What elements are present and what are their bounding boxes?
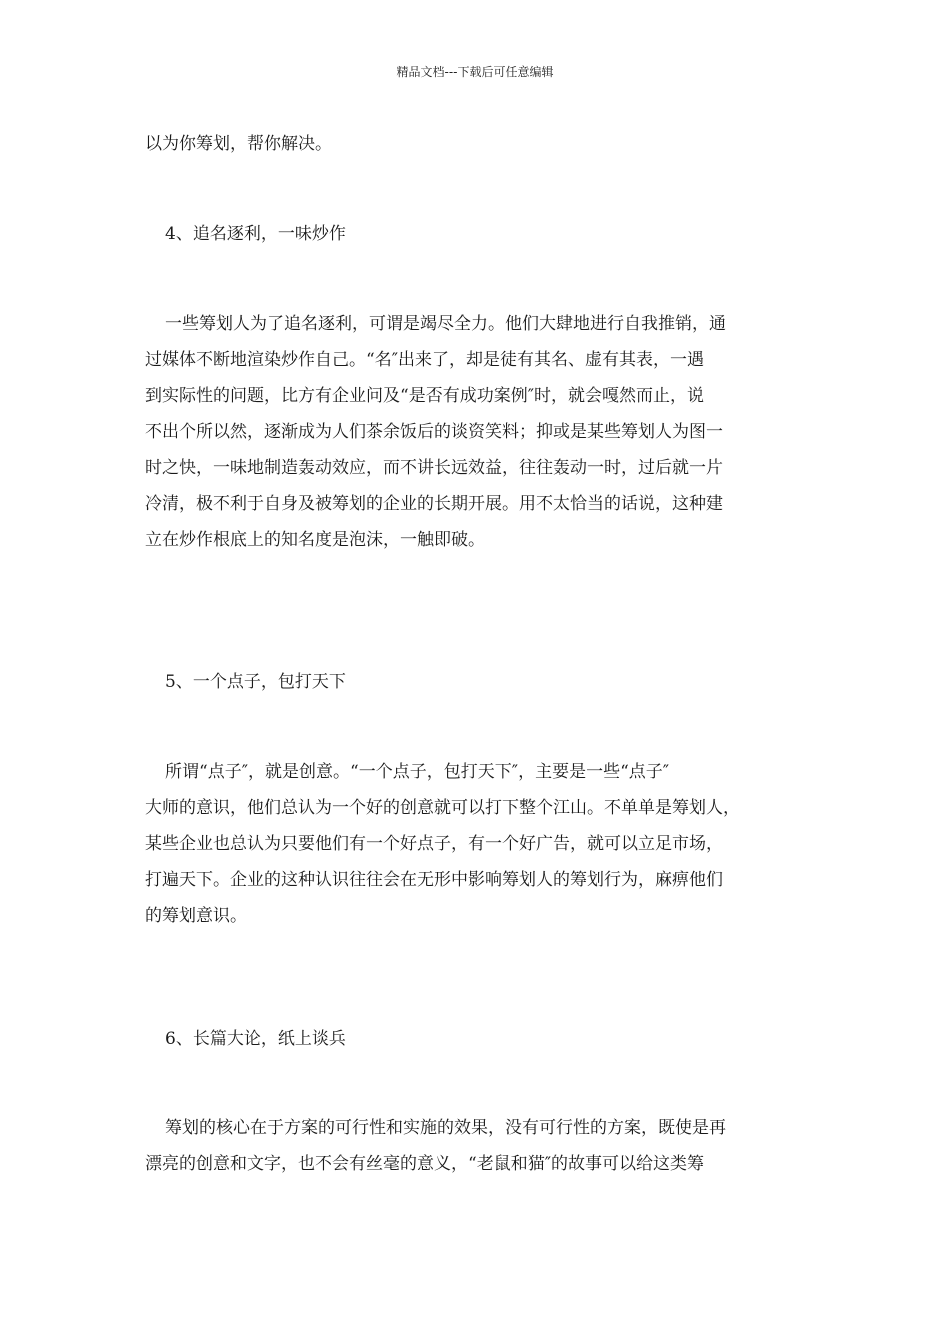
text-line: 的筹划意识。 (145, 906, 247, 926)
paragraph-continuation (145, 126, 810, 162)
text-line: 筹划的核心在于方案的可行性和实施的效果，没有可行性的方案，既使是再 (165, 1118, 726, 1138)
text-line: 漂亮的创意和文字，也不会有丝毫的意义，“老鼠和猫″的故事可以给这类筹 (145, 1154, 705, 1174)
section-heading-4 (145, 216, 830, 252)
heading-text: 5、一个点子，包打天下 (165, 672, 346, 692)
text-line: 不出个所以然，逐渐成为人们茶余饭后的谈资笑料；抑或是某些筹划人为图一 (145, 422, 723, 442)
paragraph-feasibility (145, 1110, 810, 1182)
heading-text: 6、长篇大论，纸上谈兵 (165, 1029, 346, 1049)
text-line: 立在炒作根底上的知名度是泡沫，一触即破。 (145, 530, 485, 550)
text-line: 过媒体不断地渲染炒作自己。“名″出来了，却是徒有其名、虚有其表，一遇 (145, 350, 705, 370)
section-heading-5 (145, 664, 830, 700)
paragraph-hype (145, 306, 810, 558)
text-line: 到实际性的问题，比方有企业问及“是否有成功案例″时，就会嘎然而止，说 (145, 386, 705, 406)
text-line: 打遍天下。企业的这种认识往往会在无形中影响筹划人的筹划行为，麻痹他们 (145, 870, 723, 890)
text-line: 所谓“点子″，就是创意。“一个点子，包打天下″，主要是一些“点子″ (165, 762, 670, 782)
heading-text: 4、追名逐利，一味炒作 (165, 224, 346, 244)
text-line: 以为你筹划，帮你解决。 (145, 134, 332, 154)
page-header: 精品文档---下载后可任意编辑 (396, 65, 554, 79)
text-line: 冷清，极不利于自身及被筹划的企业的长期开展。用不太恰当的话说，这种建 (145, 494, 723, 514)
text-line: 大师的意识，他们总认为一个好的创意就可以打下整个江山。不单单是筹划人， (145, 798, 740, 818)
text-line: 某些企业也总认为只要他们有一个好点子，有一个好广告，就可以立足市场， (145, 834, 723, 854)
section-heading-6 (145, 1021, 830, 1057)
text-line: 一些筹划人为了追名逐利，可谓是竭尽全力。他们大肆地进行自我推销，通 (165, 314, 726, 334)
text-line: 时之快，一味地制造轰动效应，而不讲长远效益，往往轰动一时，过后就一片 (145, 458, 723, 478)
paragraph-ideas (145, 754, 810, 934)
